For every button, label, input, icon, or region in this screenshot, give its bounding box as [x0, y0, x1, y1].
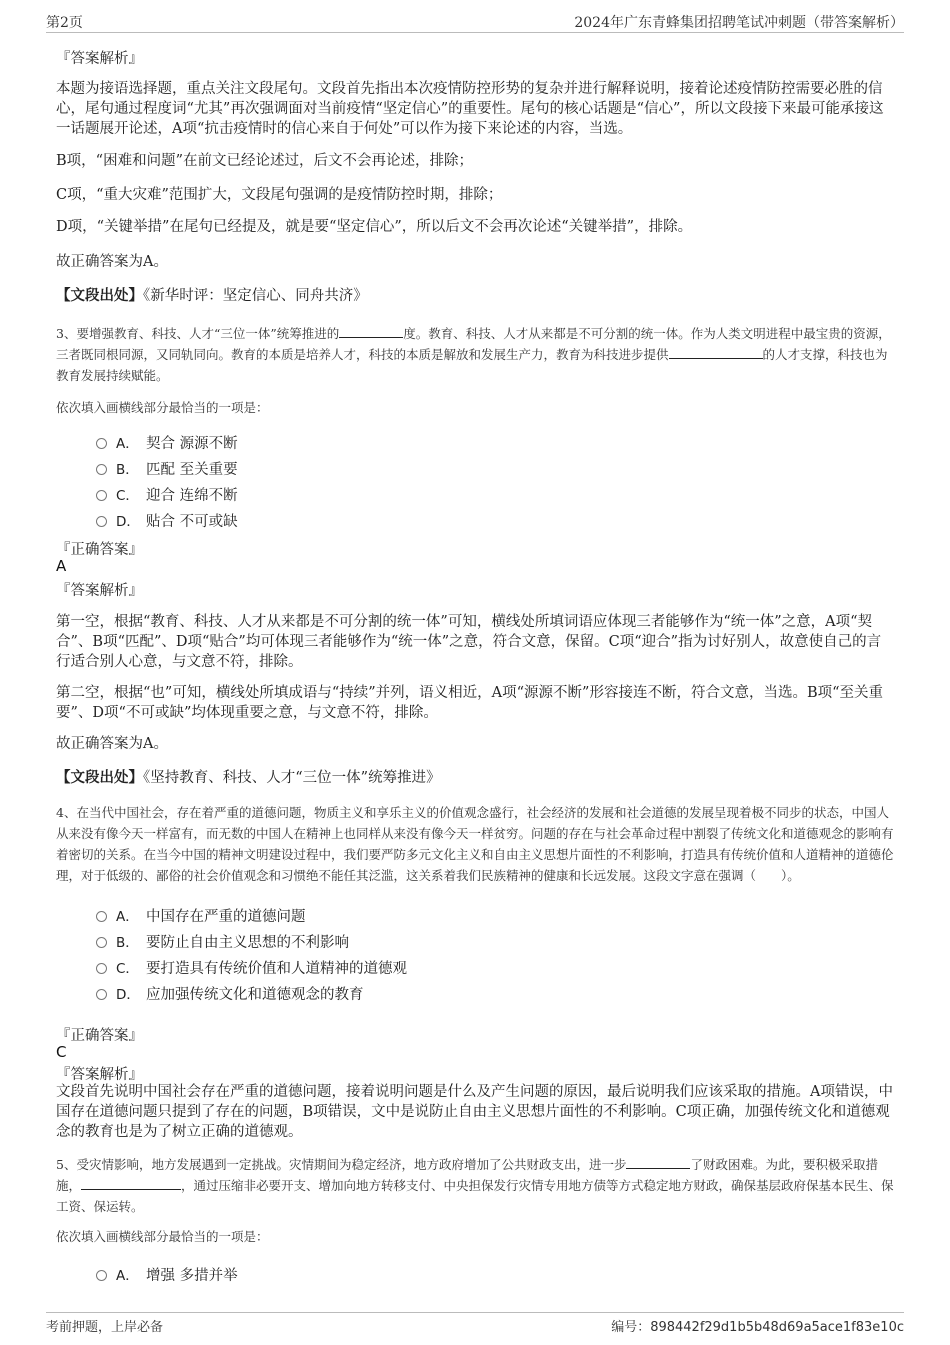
option-text: 贴合 不可或缺 [146, 514, 238, 530]
radio-icon[interactable] [96, 937, 107, 948]
radio-icon[interactable] [96, 490, 107, 501]
option-text: 增强 多措并举 [146, 1268, 238, 1284]
q5-stem-part3: ，通过压缩非必要开支、增加向地方转移支付、中央担保发行灾情专用地方债等方式稳定地方财政，确保基层政府保基本民生、保工资、保运转。 [56, 1178, 894, 1214]
q4-option-b[interactable] [96, 931, 349, 952]
q4-stem: 4、在当代中国社会，存在着严重的道德问题，物质主义和享乐主义的价值观念盛行，社会经济的发展和社会道德的发展呈现着极不同步的状态，中国人从来没有像今天一样富有，而无数的中国人在精神上也同样从来没有像今天一样贫穷。问题的存在与社会革命过程中割裂了传统文化和道德观念的影响有着密切的关系。在当今中国的精神文明建设过程中，我们要严防多元文化主义和自由主义思想片面性的不利影响，打造具有传统价值和人道精神的道德伦理，对于低级的、鄙俗的社会价值观念和习惯绝不能任其泛滥，这关系着我们民族精神的健康和长远发展。这段文字意在强调（ ）。 [56, 805, 894, 883]
q3-stem-part1: 3、要增强教育、科技、人才“三位一体”统筹推进的 [56, 326, 340, 341]
q5-prompt: 依次填入画横线部分最恰当的一项是： [56, 1229, 269, 1244]
q4-option-a[interactable] [96, 905, 306, 926]
q3-stem-part3: 的人才支撑，科技也为教育发展持续赋能。 [56, 347, 888, 383]
radio-icon[interactable] [96, 911, 107, 922]
q3-analysis-label: 『答案解析』 [56, 583, 143, 599]
q2-analysis-p1: 本题为接语选择题，重点关注文段尾句。文段首先指出本次疫情防控形势的复杂并进行解释说明，接着论述疫情防控需要必胜的信心，尾句通过程度词“尤其”再次强调面对当前疫情“坚定信心”的重要性。尾句的核心话题是“信心”，所以文段接下来最可能承接这一话题展开论述，A项“抗击疫情时的信心来自于何处”可以作为接下来论述的内容，当选。 [56, 81, 884, 137]
document-title: 2024年广东青蜂集团招聘笔试冲刺题（带答案解析） [574, 15, 904, 31]
option-letter: C． [116, 961, 139, 977]
q2-conclusion: 故正确答案为A。 [56, 254, 168, 270]
q2-analysis-d: D项，“关键举措”在尾句已经提及，就是要“坚定信心”，所以后文不会再次论述“关键举措”，排除。 [56, 219, 693, 235]
q5-blank-2 [81, 1177, 181, 1190]
q3-correct-answer: A [56, 557, 67, 575]
q4-option-c[interactable] [96, 957, 407, 978]
document-code: 编号：898442f29d1b5b48d69a5ace1f83e10c [611, 1320, 904, 1335]
q2-source [56, 286, 894, 306]
option-text: 应加强传统文化和道德观念的教育 [146, 987, 364, 1003]
q4-analysis: 文段首先说明中国社会存在严重的道德问题，接着说明问题是什么及产生问题的原因，最后说明我们应该采取的措施。A项错误，中国存在道德问题只提到了存在的问题，B项错误，文中是说防止自由主义思想片面性的不利影响。C项正确，加强传统文化和道德观念的教育也是为了树立正确的道德观。 [56, 1084, 893, 1140]
radio-icon[interactable] [96, 1270, 107, 1281]
q4-correct-answer: C [56, 1043, 67, 1061]
option-letter: B． [116, 462, 139, 478]
option-text: 迎合 连绵不断 [146, 488, 238, 504]
option-text: 契合 源源不断 [146, 436, 238, 452]
q3-option-b[interactable] [96, 458, 238, 479]
q5-stem-part1: 5、受灾情影响，地方发展遇到一定挑战。灾情期间为稳定经济，地方政府增加了公共财政支出，进一步 [56, 1157, 627, 1172]
option-letter: B． [116, 935, 139, 951]
q3-blank-2 [669, 346, 763, 359]
q3-stem [56, 323, 894, 386]
footer-slogan: 考前押题，上岸必备 [46, 1320, 164, 1335]
q2-source-title: 《新华时评：坚定信心、同舟共济》 [143, 288, 368, 304]
option-text: 要防止自由主义思想的不利影响 [146, 935, 349, 951]
option-text: 匹配 至关重要 [146, 462, 238, 478]
page-footer [46, 1312, 904, 1336]
q3-stem-part2: 度。教育、科技、人才从来都是不可分割的统一体。作为人类文明进程中最宝贵的资源，三者既同根同源，又同轨同向。教育的本质是培养人才，科技的本质是解放和发展生产力，教育为科技进步提供 [56, 326, 891, 362]
q3-source-title: 《坚持教育、科技、人才“三位一体”统筹推进》 [143, 770, 441, 786]
option-letter: C． [116, 488, 139, 504]
radio-icon[interactable] [96, 438, 107, 449]
option-letter: D． [116, 987, 140, 1003]
q2-analysis-b: B项，“困难和问题”在前文已经论述过，后文不会再论述，排除； [56, 153, 473, 169]
radio-icon[interactable] [96, 516, 107, 527]
q3-source [56, 768, 894, 788]
q5-stem [56, 1154, 894, 1217]
q4-analysis-label: 『答案解析』 [56, 1067, 143, 1083]
option-letter: A． [116, 1268, 139, 1284]
q2-analysis-label: 『答案解析』 [56, 51, 143, 67]
page-number: 第2页 [46, 15, 83, 31]
q3-option-d[interactable] [96, 510, 238, 531]
page-header [46, 12, 904, 33]
q5-option-a[interactable] [96, 1264, 238, 1285]
q2-analysis-c: C项，“重大灾难”范围扩大，文段尾句强调的是疫情防控时期，排除； [56, 187, 503, 203]
option-letter: D． [116, 514, 140, 530]
option-letter: A． [116, 436, 139, 452]
q3-analysis-p1: 第一空，根据“教育、科技、人才从来都是不可分割的统一体”可知，横线处所填词语应体现三者能够作为“统一体”之意，A项“契合”、B项“匹配”、D项“贴合”均可体现三者能够作为“统一体”之意，符合文意，保留。C项“迎合”指为讨好别人，故意使自己的言行适合别人心意，与文意不符，排除。 [56, 614, 882, 670]
radio-icon[interactable] [96, 963, 107, 974]
q3-correct-label: 『正确答案』 [56, 542, 143, 558]
q4-option-d[interactable] [96, 983, 364, 1004]
radio-icon[interactable] [96, 989, 107, 1000]
q3-option-a[interactable] [96, 432, 238, 453]
q3-analysis-p2: 第二空，根据“也”可知，横线处所填成语与“持续”并列，语义相近，A项“源源不断”形容接连不断，符合文意，当选。B项“至关重要”、D项“不可或缺”均体现重要之意，与文意不符，排除。 [56, 685, 884, 721]
q3-blank-1 [339, 325, 403, 338]
option-text: 要打造具有传统价值和人道精神的道德观 [146, 961, 407, 977]
option-text: 中国存在严重的道德问题 [146, 909, 306, 925]
q5-stem-part2: 了财政困难。为此，要积极采取措施， [56, 1157, 878, 1193]
q4-correct-label: 『正确答案』 [56, 1028, 143, 1044]
q3-conclusion: 故正确答案为A。 [56, 736, 168, 752]
option-letter: A． [116, 909, 139, 925]
q5-blank-1 [626, 1156, 690, 1169]
q3-option-c[interactable] [96, 484, 238, 505]
q3-prompt: 依次填入画横线部分最恰当的一项是： [56, 400, 269, 415]
radio-icon[interactable] [96, 464, 107, 475]
q2-source-label: 【文段出处】 [56, 287, 143, 304]
q3-source-label: 【文段出处】 [56, 769, 143, 786]
